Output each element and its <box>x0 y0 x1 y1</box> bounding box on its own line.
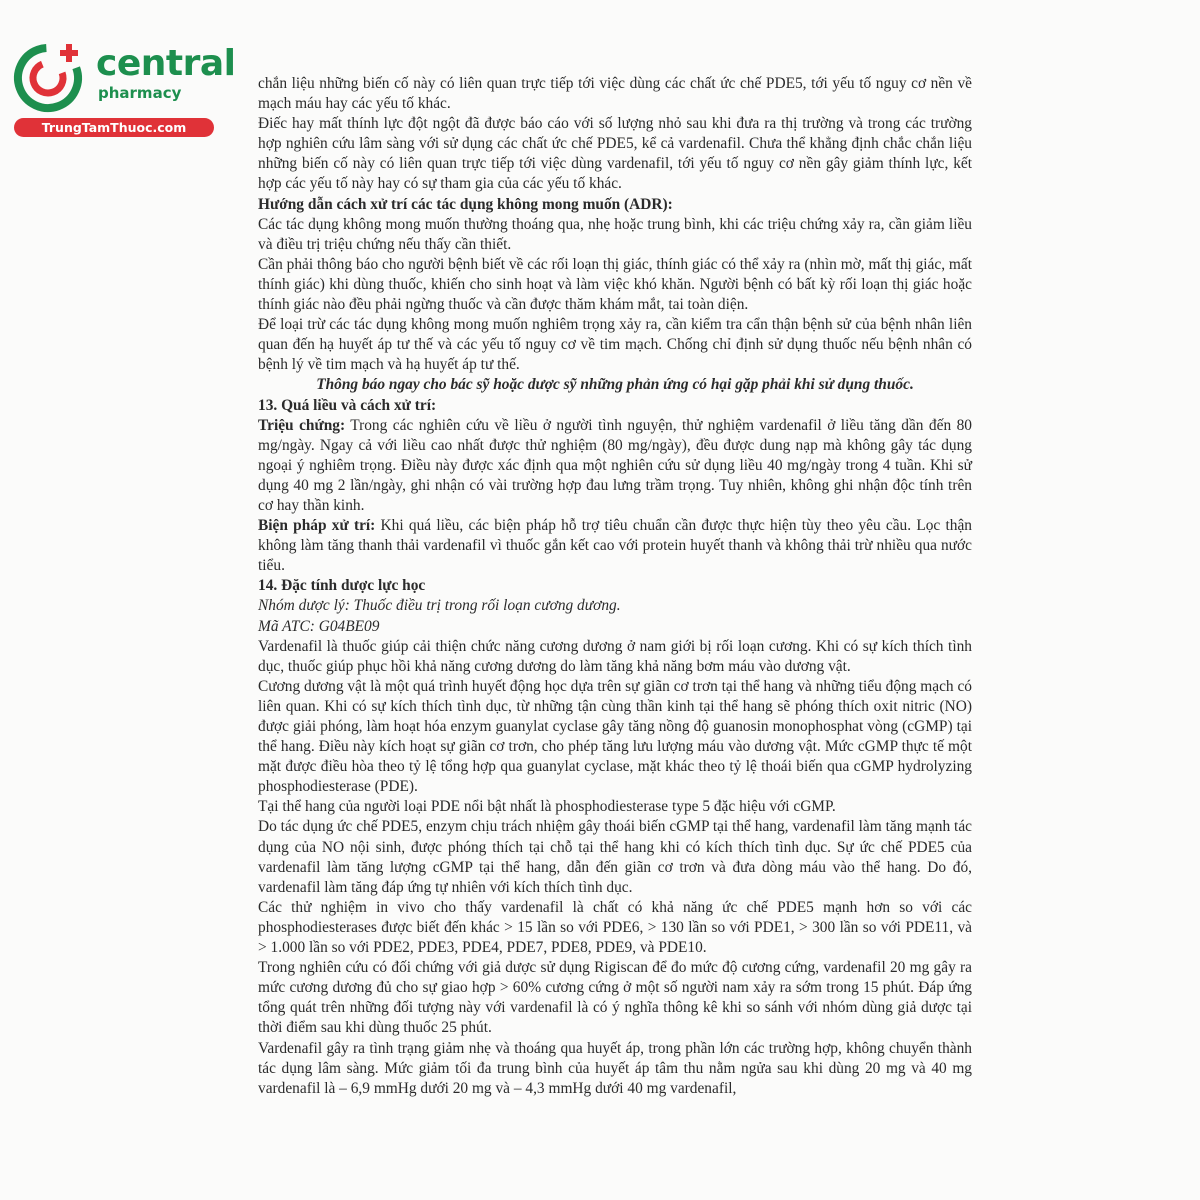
paragraph: Để loại trừ các tác dụng không mong muốn nghiêm trọng xảy ra, cần kiểm tra cẩn thận bệnh sử của bệnh nhân liên quan đến hạ huyết áp tư thế và các yếu tố nguy cơ về tim mạch. Chống chỉ định sử dụng thuốc nếu bệnh nhân có bệnh lý về tim mạch và hạ huyết áp tư thế. <box>258 316 972 374</box>
paragraph: Cương dương vật là một quá trình huyết động học dựa trên sự giãn cơ trơn tại thể hang và những tiểu động mạch có liên quan. Khi có sự kích thích tình dục, từ những tận cùng thần kinh tại thể hang sẽ phóng thích oxit nitric (NO) được giải phóng, làm hoạt hóa enzym guanylat cyclase gây tăng nồng độ guanosin monophosphat vòng (cGMP) tại thể hang. Điều này kích hoạt sự giãn cơ trơn, cho phép tăng lưu lượng máu vào dương vật. Mức cGMP thực tế một mặt được điều hòa theo tỷ lệ tổng hợp qua guanylat cyclase, mặt khác theo tỷ lệ thoái biến qua cGMP hydrolyzing phosphodiesterase (PDE). <box>258 677 972 796</box>
adverse-reaction-notice: Thông báo ngay cho bác sỹ hoặc dược sỹ những phản ứng có hại gặp phải khi sử dụng thuốc. <box>316 376 914 394</box>
pharmacy-logo <box>10 38 236 138</box>
symptoms-label: Triệu chứng: <box>258 416 346 434</box>
adr-heading: Hướng dẫn cách xử trí các tác dụng không mong muốn (ADR): <box>258 195 673 213</box>
treatment-text: Khi quá liều, các biện pháp hỗ trợ tiêu chuẩn cần được thực hiện tùy theo yêu cầu. Lọc thận không làm tăng thanh thải vardenafil vì thuốc gắn kết cao với protein huyết thanh và không thải trừ nhiều qua nước tiểu. <box>258 517 972 575</box>
paragraph: Cần phải thông báo cho người bệnh biết về các rối loạn thị giác, thính giác có thể xảy ra (nhìn mờ, mất thị giác, mất thính giác) khi dùng thuốc, khiến cho sinh hoạt và làm việc khó khăn. Người bệnh có bất kỳ rối loạn thị giác hoặc thính giác nào đều phải ngừng thuốc và cần được thăm khám mắt, tai toàn diện. <box>258 255 972 314</box>
treatment-paragraph <box>258 516 972 576</box>
paragraph: Vardenafil là thuốc giúp cải thiện chức năng cương dương ở nam giới bị rối loạn cương. Khi có sự kích thích tình dục, thuốc giúp phục hồi khả năng cương dương do làm tăng khả năng bơm máu vào dương vật. <box>258 637 972 675</box>
document-page <box>258 74 972 1099</box>
paragraph: Do tác dụng ức chế PDE5, enzym chịu trách nhiệm gây thoái biến cGMP tại thể hang, vardenafil làm tăng mạnh tác dụng của NO nội sinh, được phóng thích tại chỗ tại thể hang khi có kích thích tình dục. Sự ức chế PDE5 của vardenafil làm tăng lượng cGMP tại thể hang, dẫn đến giãn cơ trơn và đưa dòng máu vào thể hang. Do đó, vardenafil làm tăng đáp ứng tự nhiên với kích thích tình dục. <box>258 818 972 896</box>
paragraph: Điếc hay mất thính lực đột ngột đã được báo cáo với số lượng nhỏ sau khi đưa ra thị trường và trong các trường hợp nghiên cứu lâm sàng với sử dụng các chất ức chế PDE5, kể cả vardenafil. Chưa thể khẳng định chắc chắn liệu những biến cố này có liên quan trực tiếp tới việc dùng vardenafil, tới yếu tố nguy cơ nền gây giảm thính lực, kết hợp các yếu tố này hay có sự tham gia của các yếu tố khác. <box>258 115 972 193</box>
paragraph: Các tác dụng không mong muốn thường thoáng qua, nhẹ hoặc trung bình, khi các triệu chứng xảy ra, cần giảm liều và điều trị triệu chứng nếu thấy cần thiết. <box>258 215 972 253</box>
paragraph: chắn liệu những biến cố này có liên quan trực tiếp tới việc dùng các chất ức chế PDE5, tới yếu tố nguy cơ nền về mạch máu hay các yếu tố khác. <box>258 75 972 113</box>
logo-website: TrungTamThuoc.com <box>14 118 214 137</box>
logo-brand-subtitle: pharmacy <box>98 84 182 102</box>
section-14-heading: 14. Đặc tính dược lực học <box>258 577 426 595</box>
treatment-label: Biện pháp xử trí: <box>258 517 376 535</box>
paragraph: Các thử nghiệm in vivo cho thấy vardenafil là chất có khả năng ức chế PDE5 mạnh hơn so với các phosphodiesterases được biết đến khác > 15 lần so với PDE6, > 130 lần so với PDE1, > 300 lần so với PDE11, và > 1.000 lần so với PDE2, PDE3, PDE4, PDE7, PDE8, PDE9, và PDE10. <box>258 898 972 957</box>
atc-code: Mã ATC: G04BE09 <box>258 617 380 635</box>
symptoms-paragraph <box>258 416 972 516</box>
pharmacological-group: Nhóm dược lý: Thuốc điều trị trong rối loạn cương dương. <box>258 597 621 615</box>
logo-brand-name: central <box>96 43 236 84</box>
paragraph: Tại thể hang của người loại PDE nổi bật nhất là phosphodiesterase type 5 đặc hiệu với cGMP. <box>258 798 836 816</box>
paragraph: Vardenafil gây ra tình trạng giảm nhẹ và thoáng qua huyết áp, trong phần lớn các trường hợp, không chuyển thành tác dụng lâm sàng. Mức giảm tối đa trung bình của huyết áp tâm thu nằm ngửa sau khi dùng 20 mg và 40 mg vardenafil là – 6,9 mmHg dưới 20 mg và – 4,3 mmHg dưới 40 mg vardenafil, <box>258 1039 972 1097</box>
symptoms-text: Trong các nghiên cứu về liều ở người tình nguyện, thử nghiệm vardenafil ở liều tăng dần đến 80 mg/ngày. Ngay cả với liều cao nhất được thử nghiệm (80 mg/ngày), đều được dung nạp mà không gây tác dụng ngoại ý nghiêm trọng. Điều này được xác định qua một nghiên cứu sử dụng liều 40 mg/ngày trong 4 tuần. Khi sử dụng 40 mg 2 lần/ngày, ghi nhận có vài trường hợp đau lưng trầm trọng. Tuy nhiên, không ghi nhận độc tính trên cơ hay thần kinh. <box>258 416 972 514</box>
pharmacy-logo-icon <box>10 38 88 116</box>
section-13-heading: 13. Quá liều và cách xử trí: <box>258 396 437 414</box>
paragraph: Trong nghiên cứu có đối chứng với giả dược sử dụng Rigiscan để đo mức độ cương cứng, vardenafil 20 mg gây ra mức cương dương đủ cho sự giao hợp > 60% cương cứng ở một số người nam xảy ra sớm trong 15 phút. Đáp ứng tổng quát trên những đối tượng này với vardenafil là có ý nghĩa thông kê khi so sánh với nhóm dùng giả dược tại thời điểm sau khi dùng thuốc 25 phút. <box>258 959 972 1037</box>
